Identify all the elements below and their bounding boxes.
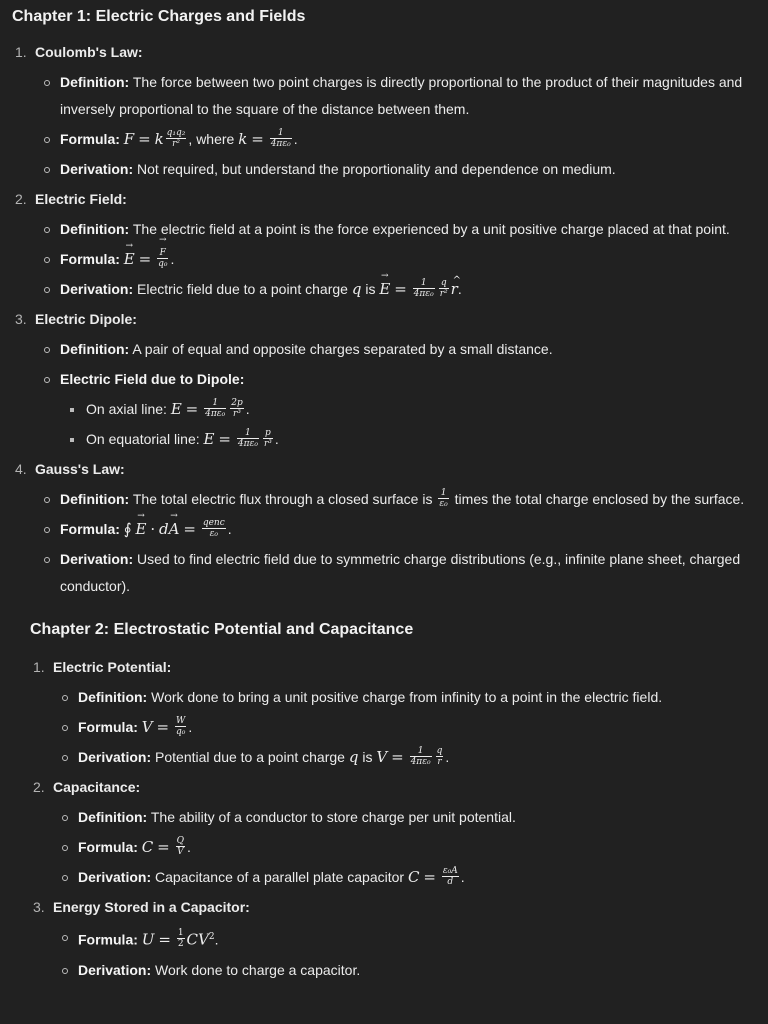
item-title: Electric Field: (35, 191, 127, 207)
chapter-1-title: Chapter 1: Electric Charges and Fields (12, 8, 306, 25)
item-number: 2. (33, 779, 45, 795)
derivation-bullet: Derivation: Electric field due to a point charge q is E → = $\frac{1}{\text{4πε₀}}$ $\frac{q}{\text{r²}}$ r ^. (35, 276, 756, 303)
formula-bullet: Formula: F = k $\frac{\text{q₁q₂}}{\text{r²}}$ , where k = $\frac{1}{\text{4πε₀}}$ . (35, 126, 756, 153)
formula-bullet: Formula: C = $\frac{Q}{V}$ . (53, 834, 756, 861)
item-number: 2. (15, 191, 27, 207)
list-item-electric-dipole (12, 306, 756, 453)
item-title: Capacitance: (53, 779, 141, 795)
formula-bullet: Formula: E → = $\frac{F \to}{\text{q₀}}$ . (35, 246, 756, 273)
list-item-energy-stored (30, 894, 756, 984)
chapter-2-list (30, 654, 756, 984)
definition-bullet: Definition: Work done to bring a unit positive charge from infinity to a point in the electric field. (53, 684, 756, 711)
derivation-bullet: Derivation: Work done to charge a capacitor. (53, 957, 756, 984)
item-title: Electric Potential: (53, 659, 172, 675)
chapter-1-list (12, 39, 756, 600)
equatorial-line-bullet: On equatorial line: E = $\frac{1}{\text{4πε₀}}$ $\frac{p}{\text{r³}}$ . (60, 426, 756, 453)
definition-bullet: Definition: The total electric flux through a closed surface is $\frac{1}{\text{ε₀}}$ times the total charge enclosed by the surface. (35, 486, 756, 513)
definition-bullet: Definition: The electric field at a point is the force experienced by a unit positive charge placed at that point. (35, 216, 756, 243)
item-number: 4. (15, 461, 27, 477)
item-title: Energy Stored in a Capacitor: (53, 899, 250, 915)
item-number: 1. (15, 44, 27, 60)
axial-line-bullet: On axial line: E = $\frac{1}{\text{4πε₀}}$ $\frac{2p}{\text{r³}}$ . (60, 396, 756, 423)
item-number: 3. (15, 311, 27, 327)
item-title: Electric Dipole: (35, 311, 137, 327)
definition-bullet: Definition: A pair of equal and opposite charges separated by a small distance. (35, 336, 756, 363)
derivation-bullet: Derivation: Capacitance of a parallel plate capacitor C = $\frac{\text{ε₀A}}{d}$ . (53, 864, 756, 891)
list-item-electric-field (12, 186, 756, 303)
definition-bullet: Definition: The ability of a conductor to store charge per unit potential. (53, 804, 756, 831)
derivation-bullet: Derivation: Used to find electric field due to symmetric charge distributions (e.g., infinite plane sheet, charged conductor). (35, 546, 756, 600)
item-title: Coulomb's Law: (35, 44, 143, 60)
dipole-field-bullet: Electric Field due to Dipole: On axial line: E = $\frac{1}{\text{4πε₀}}$ $\frac{2p}{\text{r³}}$ . On equatorial line: E = $\frac{1}{\text{4πε₀}}$ $\frac{p}{\text{r³}}$ . (35, 366, 756, 453)
derivation-bullet: Derivation: Potential due to a point charge q is V = $\frac{1}{\text{4πε₀}}$ $\frac{q}{r}$ . (53, 744, 756, 771)
formula-bullet: Formula: U = $\frac{1}{2}$ $CV^2$. (53, 924, 756, 954)
item-number: 3. (33, 899, 45, 915)
list-item-gauss-law (12, 456, 756, 600)
item-title: Gauss's Law: (35, 461, 125, 477)
formula-bullet: Formula: V = $\frac{W}{\text{q₀}}$ . (53, 714, 756, 741)
item-number: 1. (33, 659, 45, 675)
formula-bullet: Formula: ∮ E → · dA → = $\frac{\text{qenc}}{\text{ε₀}}$ . (35, 516, 756, 543)
list-item-electric-potential (30, 654, 756, 771)
definition-bullet: Definition: The force between two point charges is directly proportional to the product of their magnitudes and inversely proportional to the square of the distance between them. (35, 69, 756, 123)
derivation-bullet: Derivation: Not required, but understand the proportionality and dependence on medium. (35, 156, 756, 183)
list-item-coulombs-law (12, 39, 756, 183)
list-item-capacitance (30, 774, 756, 891)
chapter-2-title: Chapter 2: Electrostatic Potential and Capacitance (30, 621, 414, 638)
